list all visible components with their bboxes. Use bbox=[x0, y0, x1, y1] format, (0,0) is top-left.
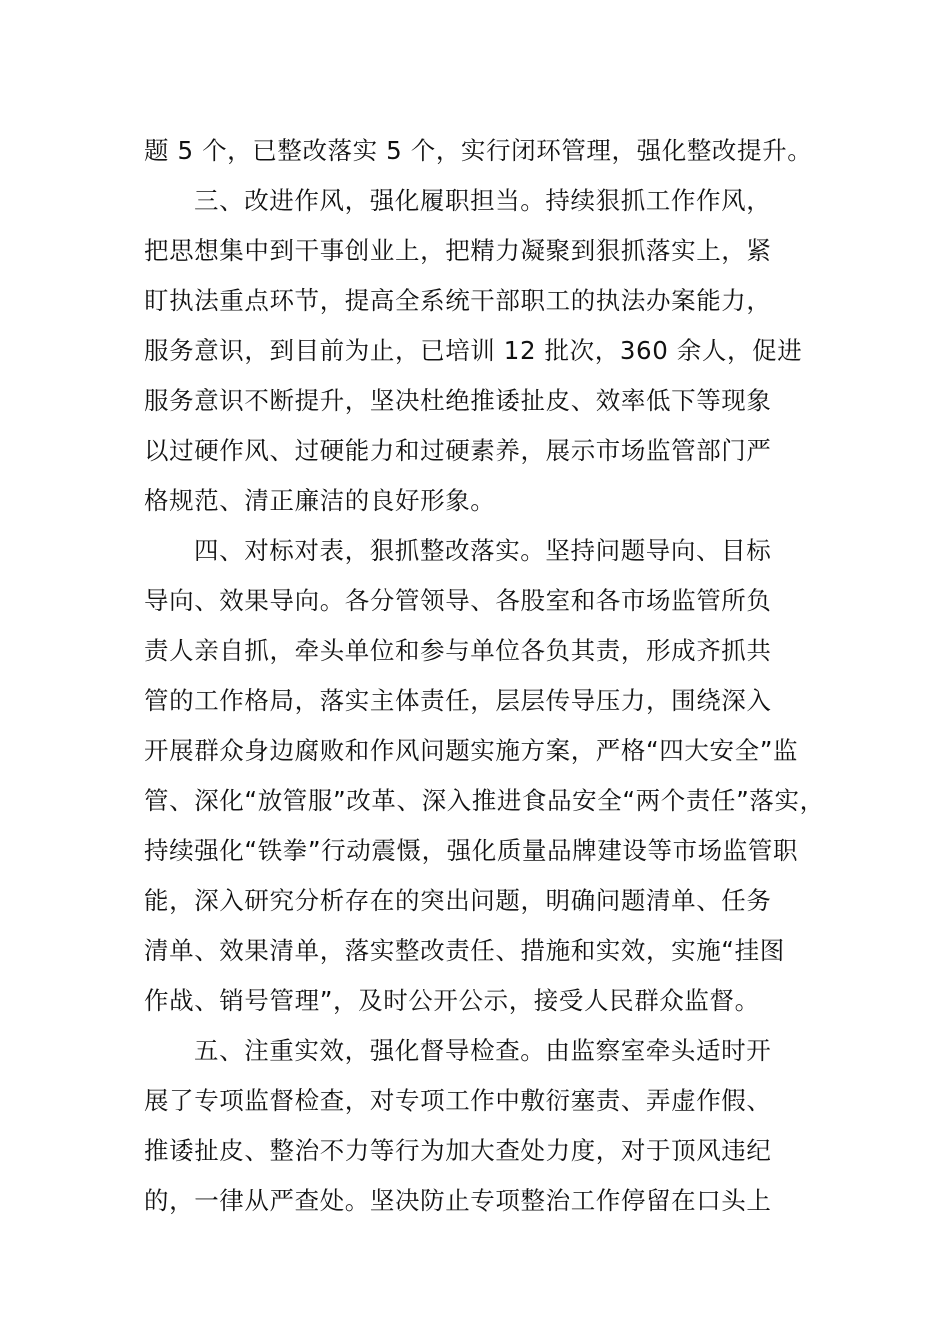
text-line-22: 的，一律从严查处。坚决防止专项整治工作停留在口头上 bbox=[144, 1186, 772, 1215]
text-line-5: 服务意识，到目前为止，已培训 12 批次，360 余人，促进 bbox=[144, 336, 803, 365]
text-line-16: 能，深入研究分析存在的突出问题，明确问题清单、任务 bbox=[144, 886, 772, 915]
text-line-6: 服务意识不断提升，坚决杜绝推诿扯皮、效率低下等现象 bbox=[144, 386, 772, 415]
text-line-12: 管的工作格局，落实主体责任，层层传导压力，围绕深入 bbox=[144, 686, 772, 715]
text-line-21: 推诿扯皮、整治不力等行为加大查处力度，对于顶风违纪 bbox=[144, 1136, 772, 1165]
text-line-11: 责人亲自抓，牵头单位和参与单位各负其责，形成齐抓共 bbox=[144, 636, 772, 665]
section-heading-4: 四、对标对表，狠抓整改落实。坚持问题导向、目标 bbox=[194, 536, 772, 565]
text-line-17: 清单、效果清单，落实整改责任、措施和实效，实施“挂图 bbox=[144, 936, 785, 965]
text-line-20: 展了专项监督检查，对专项工作中敷衍塞责、弄虚作假、 bbox=[144, 1086, 772, 1115]
section-heading-3: 三、改进作风，强化履职担当。持续狠抓工作作风， bbox=[194, 186, 772, 215]
text-line-13: 开展群众身边腐败和作风问题实施方案，严格“四大安全”监 bbox=[144, 736, 799, 765]
text-line-10: 导向、效果导向。各分管领导、各股室和各市场监管所负 bbox=[144, 586, 772, 615]
text-line-14: 管、深化“放管服”改革、深入推进食品安全“两个责任”落实， bbox=[144, 786, 825, 815]
text-line-1: 题 5 个，已整改落实 5 个，实行闭环管理，强化整改提升。 bbox=[144, 136, 813, 165]
document-body bbox=[144, 126, 844, 1226]
text-line-18: 作战、销号管理”，及时公开公示，接受人民群众监督。 bbox=[144, 986, 760, 1015]
text-line-15: 持续强化“铁拳”行动震慑，强化质量品牌建设等市场监管职 bbox=[144, 836, 799, 865]
text-line-3: 把思想集中到干事创业上，把精力凝聚到狠抓落实上，紧 bbox=[144, 236, 772, 265]
text-line-4: 盯执法重点环节，提高全系统干部职工的执法办案能力， bbox=[144, 286, 772, 315]
section-heading-5: 五、注重实效，强化督导检查。由监察室牵头适时开 bbox=[194, 1036, 772, 1065]
text-line-8: 格规范、清正廉洁的良好形象。 bbox=[144, 486, 496, 515]
text-line-7: 以过硬作风、过硬能力和过硬素养，展示市场监管部门严 bbox=[144, 436, 772, 465]
